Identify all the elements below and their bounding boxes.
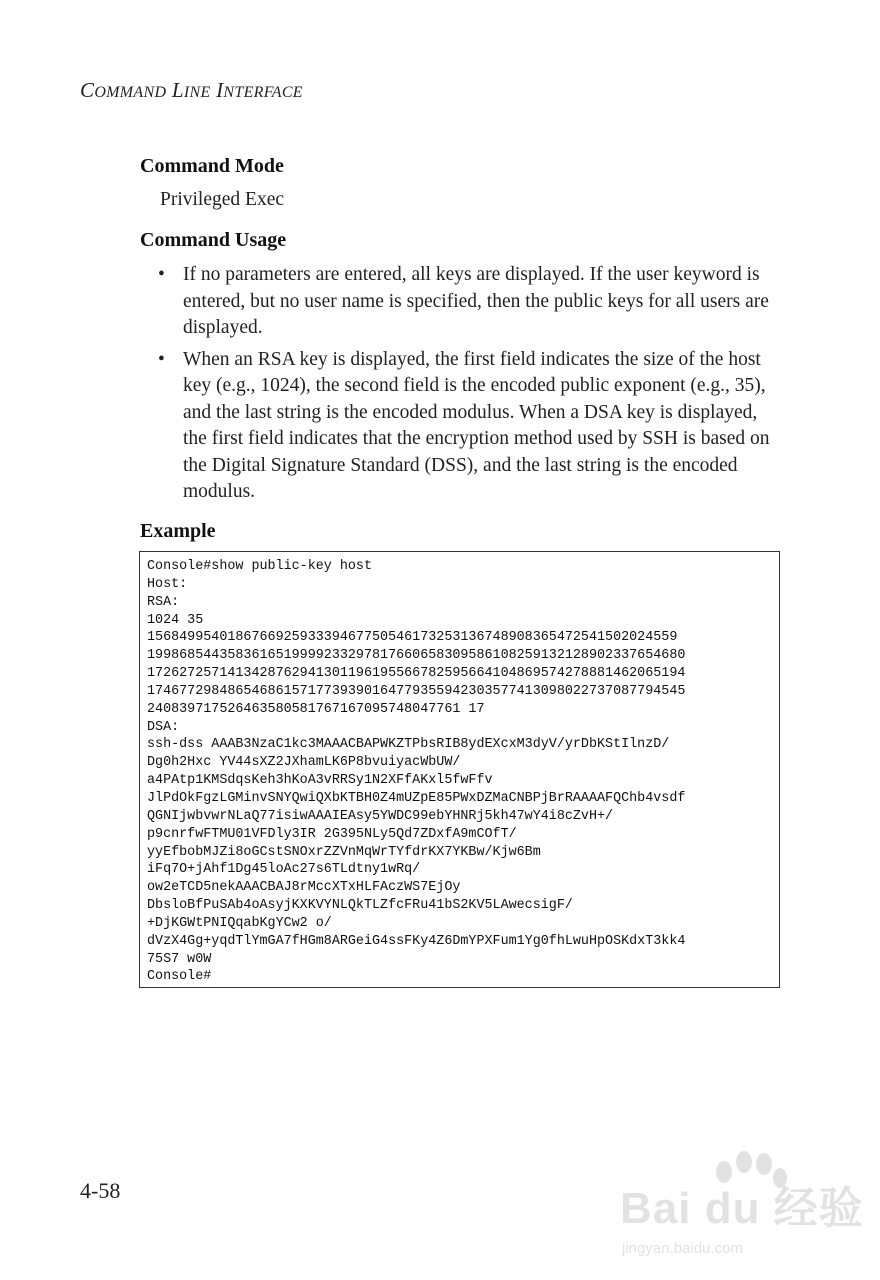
- running-header: [80, 78, 303, 103]
- code-line: iFq7O+jAhf1Dg45loAc27s6TLdtny1wRq/: [147, 862, 421, 878]
- example-code: [147, 558, 779, 986]
- watermark-logo-text: Bai du 经验: [620, 1184, 864, 1233]
- code-line: 1726272571413428762941301196195566782595664104869574278881462065194: [147, 666, 686, 682]
- example-heading: Example: [140, 520, 216, 542]
- code-line: Console#: [147, 969, 212, 985]
- code-line: ssh-dss AAAB3NzaC1kc3MAAACBAPWKZTPbsRIB8ydEXcxM3dyV/yrDbKStIlnzD/: [147, 737, 670, 753]
- code-line: JlPdOkFgzLGMinvSNYQwiQXbKTBH0Z4mUZpE85PWxDZMaCNBPjBrRAAAAFQChb4vsdf: [147, 790, 686, 806]
- code-line: DbsloBfPuSAb4oAsyjKXKVYNLQkTLZfcFRu41bS2KV5LAwecsigF/: [147, 898, 573, 914]
- command-usage-list: [158, 262, 778, 511]
- code-line: Dg0h2Hxc YV44sXZ2JXhamLK6P8bvuiyacWbUW/: [147, 755, 461, 771]
- command-mode-value: Privileged Exec: [160, 189, 284, 210]
- code-line: a4PAtp1KMSdqsKeh3hKoA3vRRSy1N2XFfAKxl5fwFfv: [147, 773, 493, 789]
- code-line: p9cnrfwFTMU01VFDly3IR 2G395NLy5Qd7ZDxfA9mCOfT/: [147, 826, 517, 842]
- page-number: 4-58: [80, 1178, 121, 1203]
- header-word-2: LINE: [171, 78, 211, 102]
- code-line: +DjKGWtPNIQqabKgYCw2 o/: [147, 915, 332, 931]
- code-line: QGNIjwbvwrNLaQ77isiwAAAIEAsy5YWDC99ebYHNRj5kh47wY4i8cZvH+/: [147, 808, 614, 824]
- watermark: [612, 1150, 872, 1270]
- watermark-url: jingyan.baidu.com: [622, 1240, 743, 1257]
- code-line: 240839717526463580581767167095748047761 17: [147, 701, 485, 717]
- header-word-3: INTERFACE: [216, 78, 303, 102]
- usage-item: [158, 262, 778, 342]
- example-code-box: [139, 551, 780, 988]
- code-line: yyEfbobMJZi8oGCstSNOxrZZVnMqWrTYfdrKX7YKBw/Kjw6Bm: [147, 844, 541, 860]
- code-line: 75S7 w0W: [147, 951, 212, 967]
- header-word-1: COMMAND: [80, 78, 167, 102]
- command-usage-heading: Command Usage: [140, 229, 287, 251]
- usage-item-text: If no parameters are entered, all keys are displayed. If the user keyword is entered, but no user name is specified, then the public keys for all users are displayed.: [183, 264, 769, 338]
- code-line: dVzX4Gg+yqdTlYmGA7fHGm8ARGeiG4ssFKy4Z6DmYPXFum1Yg0fhLwuHpOSKdxT3kk4: [147, 933, 686, 949]
- code-line: Host:: [147, 576, 188, 592]
- code-line: ow2eTCD5nekAAACBAJ8rMccXTxHLFAczWS7EjOy: [147, 880, 461, 896]
- command-mode-heading: Command Mode: [140, 155, 284, 177]
- code-line: 1746772984865468615717739390164779355942303577413098022737087794545: [147, 683, 686, 699]
- code-line: RSA:: [147, 594, 180, 610]
- bullet-glyph: •: [158, 264, 165, 285]
- code-line: 1998685443583616519999233297817660658309586108259132128902337654680: [147, 648, 686, 664]
- bullet-glyph: •: [158, 348, 165, 370]
- code-line: DSA:: [147, 719, 180, 735]
- usage-item-text: When an RSA key is displayed, the first field indicates the size of the host key (e.g., 1024), the second field is the encoded public exponent (e.g., 35), and the last string is the encoded modulus. When a DSA key is displayed, the first field indicates that the encryption method used by SSH is based on the Digital Signature Standard (DSS), and the last string is the encoded modulus.: [183, 348, 770, 502]
- usage-item: [158, 347, 778, 506]
- code-line: 156849954018676692593339467750546173253136748908365472541502024559: [147, 630, 678, 646]
- code-line: 1024 35: [147, 612, 204, 628]
- code-line: Console#show public-key host: [147, 559, 372, 574]
